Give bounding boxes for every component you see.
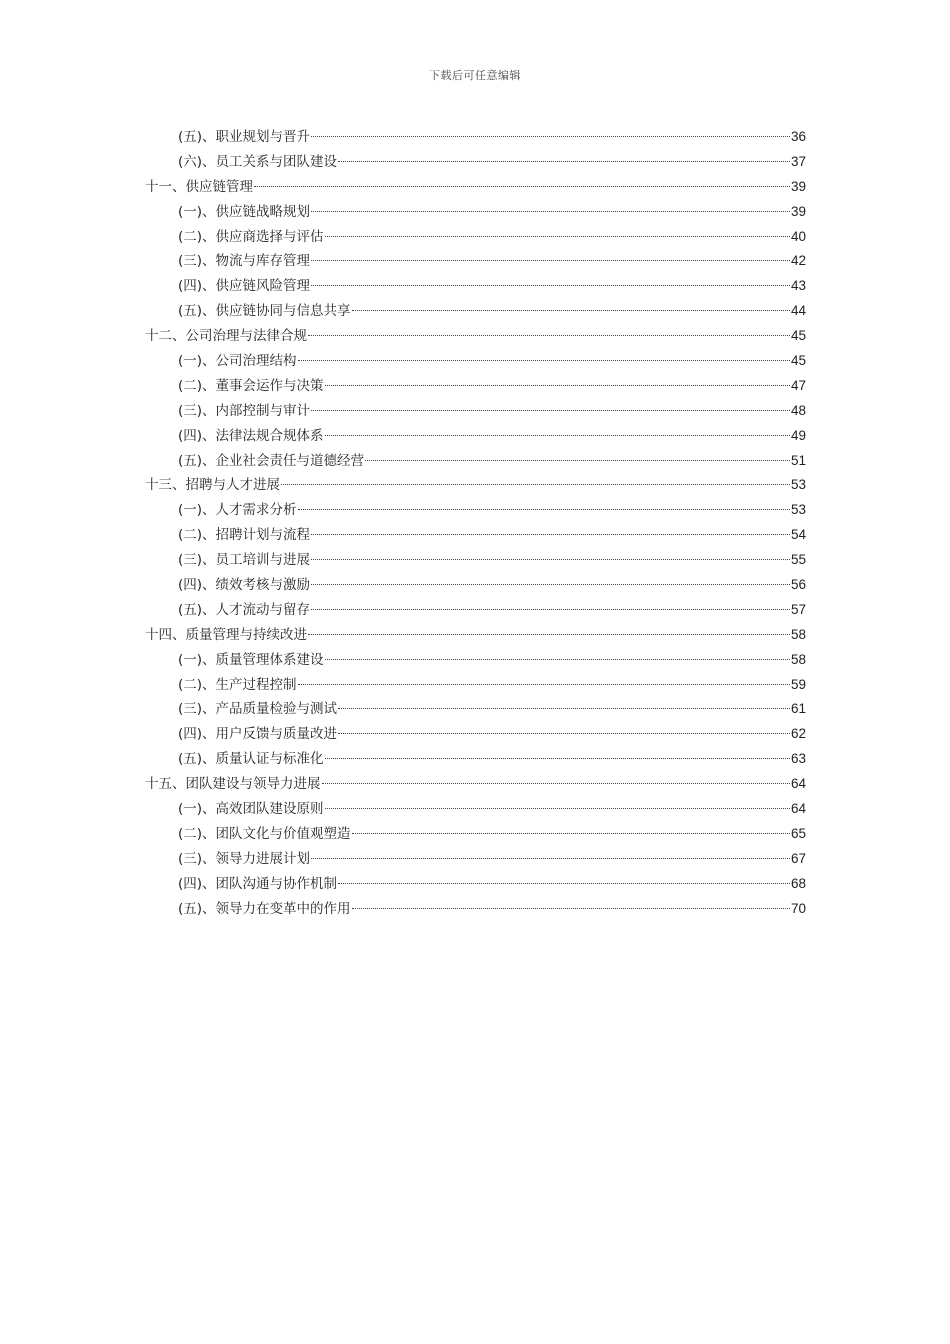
page-header: 下载后可任意编辑 <box>429 69 521 82</box>
toc-section-entry[interactable] <box>145 648 806 673</box>
toc-page-number: 42 <box>790 253 806 269</box>
toc-dot-leader <box>308 634 790 635</box>
toc-dot-leader <box>298 509 790 510</box>
toc-section-entry[interactable] <box>145 225 806 250</box>
toc-section-entry[interactable] <box>145 598 806 623</box>
toc-entry-title: 十四、质量管理与持续改进 <box>145 626 307 643</box>
toc-entry-title: (一)、公司治理结构 <box>178 353 297 370</box>
toc-section-entry[interactable] <box>145 200 806 225</box>
toc-dot-leader <box>298 684 790 685</box>
toc-chapter-entry[interactable] <box>145 175 806 200</box>
toc-page-number: 64 <box>790 801 806 817</box>
toc-dot-leader <box>325 758 790 759</box>
toc-dot-leader <box>365 460 790 461</box>
toc-entry-title: (二)、董事会运作与决策 <box>178 377 324 394</box>
toc-page-number: 68 <box>790 875 806 891</box>
toc-chapter-entry[interactable] <box>145 623 806 648</box>
toc-dot-leader <box>311 136 790 137</box>
toc-dot-leader <box>281 484 790 485</box>
toc-entry-title: (一)、高效团队建设原则 <box>178 801 324 818</box>
toc-entry-title: 十一、供应链管理 <box>145 178 253 195</box>
toc-entry-title: (三)、员工培训与进展 <box>178 552 311 569</box>
toc-section-entry[interactable] <box>145 573 806 598</box>
toc-page-number: 49 <box>790 427 806 443</box>
toc-section-entry[interactable] <box>145 847 806 872</box>
toc-entry-title: (二)、团队文化与价值观塑造 <box>178 825 351 842</box>
toc-page-number: 70 <box>790 900 806 916</box>
toc-entry-title: (三)、物流与库存管理 <box>178 253 311 270</box>
toc-dot-leader <box>352 908 790 909</box>
toc-entry-title: (五)、人才流动与留存 <box>178 601 311 618</box>
toc-page-number: 61 <box>790 701 806 717</box>
toc-section-entry[interactable] <box>145 498 806 523</box>
toc-dot-leader <box>325 385 790 386</box>
toc-page-number: 65 <box>790 825 806 841</box>
toc-page-number: 58 <box>790 626 806 642</box>
toc-dot-leader <box>298 360 790 361</box>
toc-dot-leader <box>352 310 790 311</box>
toc-chapter-entry[interactable] <box>145 473 806 498</box>
toc-entry-title: (四)、法律法规合规体系 <box>178 427 324 444</box>
toc-section-entry[interactable] <box>145 374 806 399</box>
toc-page-number: 67 <box>790 850 806 866</box>
toc-section-entry[interactable] <box>145 274 806 299</box>
toc-section-entry[interactable] <box>145 872 806 897</box>
toc-section-entry[interactable] <box>145 349 806 374</box>
toc-section-entry[interactable] <box>145 299 806 324</box>
toc-page-number: 57 <box>790 601 806 617</box>
toc-entry-title: (一)、供应链战略规划 <box>178 203 311 220</box>
toc-chapter-entry[interactable] <box>145 772 806 797</box>
toc-entry-title: (五)、供应链协同与信息共享 <box>178 303 351 320</box>
toc-entry-title: (六)、员工关系与团队建设 <box>178 153 338 170</box>
toc-section-entry[interactable] <box>145 424 806 449</box>
toc-page-number: 44 <box>790 303 806 319</box>
toc-entry-title: (五)、质量认证与标准化 <box>178 751 324 768</box>
table-of-contents <box>145 125 806 922</box>
toc-page-number: 64 <box>790 776 806 792</box>
toc-dot-leader <box>325 435 790 436</box>
toc-entry-title: (五)、职业规划与晋升 <box>178 129 311 145</box>
toc-section-entry[interactable] <box>145 399 806 424</box>
toc-page-number: 43 <box>790 278 806 294</box>
toc-page-number: 45 <box>790 328 806 344</box>
toc-page-number: 39 <box>790 203 806 219</box>
toc-page-number: 36 <box>790 129 806 144</box>
toc-entry-title: 十三、招聘与人才进展 <box>145 477 280 494</box>
toc-page-number: 40 <box>790 228 806 244</box>
toc-dot-leader <box>311 609 790 610</box>
toc-dot-leader <box>311 410 790 411</box>
toc-page-number: 56 <box>790 577 806 593</box>
toc-page-number: 59 <box>790 676 806 692</box>
toc-dot-leader <box>311 534 790 535</box>
toc-section-entry[interactable] <box>145 449 806 474</box>
toc-section-entry[interactable] <box>145 249 806 274</box>
toc-section-entry[interactable] <box>145 150 806 175</box>
toc-dot-leader <box>311 559 790 560</box>
toc-dot-leader <box>311 260 790 261</box>
toc-section-entry[interactable] <box>145 722 806 747</box>
toc-page-number: 54 <box>790 527 806 543</box>
toc-chapter-entry[interactable] <box>145 324 806 349</box>
toc-entry-title: (四)、供应链风险管理 <box>178 278 311 295</box>
toc-dot-leader <box>338 733 790 734</box>
toc-section-entry[interactable] <box>145 548 806 573</box>
toc-entry-title: (四)、绩效考核与激励 <box>178 577 311 594</box>
toc-dot-leader <box>311 285 790 286</box>
toc-dot-leader <box>254 186 790 187</box>
toc-page-number: 53 <box>790 502 806 518</box>
toc-page-number: 53 <box>790 477 806 493</box>
toc-dot-leader <box>338 883 790 884</box>
toc-section-entry[interactable] <box>145 897 806 922</box>
toc-entry-title: (三)、产品质量检验与测试 <box>178 701 338 718</box>
toc-entry-title: (三)、领导力进展计划 <box>178 850 311 867</box>
toc-dot-leader <box>311 584 790 585</box>
toc-entry-title: (三)、内部控制与审计 <box>178 402 311 419</box>
toc-entry-title: (二)、招聘计划与流程 <box>178 527 311 544</box>
toc-section-entry[interactable] <box>145 747 806 772</box>
toc-entry-title: (四)、用户反馈与质量改进 <box>178 726 338 743</box>
toc-page-number: 55 <box>790 552 806 568</box>
toc-page-number: 51 <box>790 452 806 468</box>
toc-entry-title: (二)、生产过程控制 <box>178 676 297 693</box>
toc-section-entry[interactable] <box>145 673 806 698</box>
toc-dot-leader <box>325 808 790 809</box>
toc-dot-leader <box>325 236 790 237</box>
toc-page-number: 48 <box>790 402 806 418</box>
toc-entry-title: 十五、团队建设与领导力进展 <box>145 776 321 793</box>
toc-dot-leader <box>352 833 790 834</box>
toc-section-entry[interactable] <box>145 697 806 722</box>
toc-page-number: 45 <box>790 353 806 369</box>
toc-dot-leader <box>311 211 790 212</box>
toc-entry-title: (一)、质量管理体系建设 <box>178 651 324 668</box>
toc-dot-leader <box>308 335 790 336</box>
toc-page-number: 39 <box>790 178 806 194</box>
toc-page-number: 58 <box>790 651 806 667</box>
toc-section-entry[interactable] <box>145 125 806 150</box>
toc-dot-leader <box>325 659 790 660</box>
toc-page-number: 62 <box>790 726 806 742</box>
toc-entry-title: (四)、团队沟通与协作机制 <box>178 875 338 892</box>
toc-entry-title: (一)、人才需求分析 <box>178 502 297 519</box>
toc-entry-title: (二)、供应商选择与评估 <box>178 228 324 245</box>
toc-page-number: 47 <box>790 377 806 393</box>
toc-section-entry[interactable] <box>145 822 806 847</box>
toc-entry-title: (五)、领导力在变革中的作用 <box>178 900 351 917</box>
toc-dot-leader <box>311 858 790 859</box>
toc-dot-leader <box>338 708 790 709</box>
toc-entry-title: 十二、公司治理与法律合规 <box>145 328 307 345</box>
toc-page-number: 63 <box>790 751 806 767</box>
toc-dot-leader <box>338 161 790 162</box>
toc-section-entry[interactable] <box>145 797 806 822</box>
toc-page-number: 37 <box>790 153 806 169</box>
toc-section-entry[interactable] <box>145 523 806 548</box>
toc-dot-leader <box>322 783 790 784</box>
toc-entry-title: (五)、企业社会责任与道德经营 <box>178 452 365 469</box>
